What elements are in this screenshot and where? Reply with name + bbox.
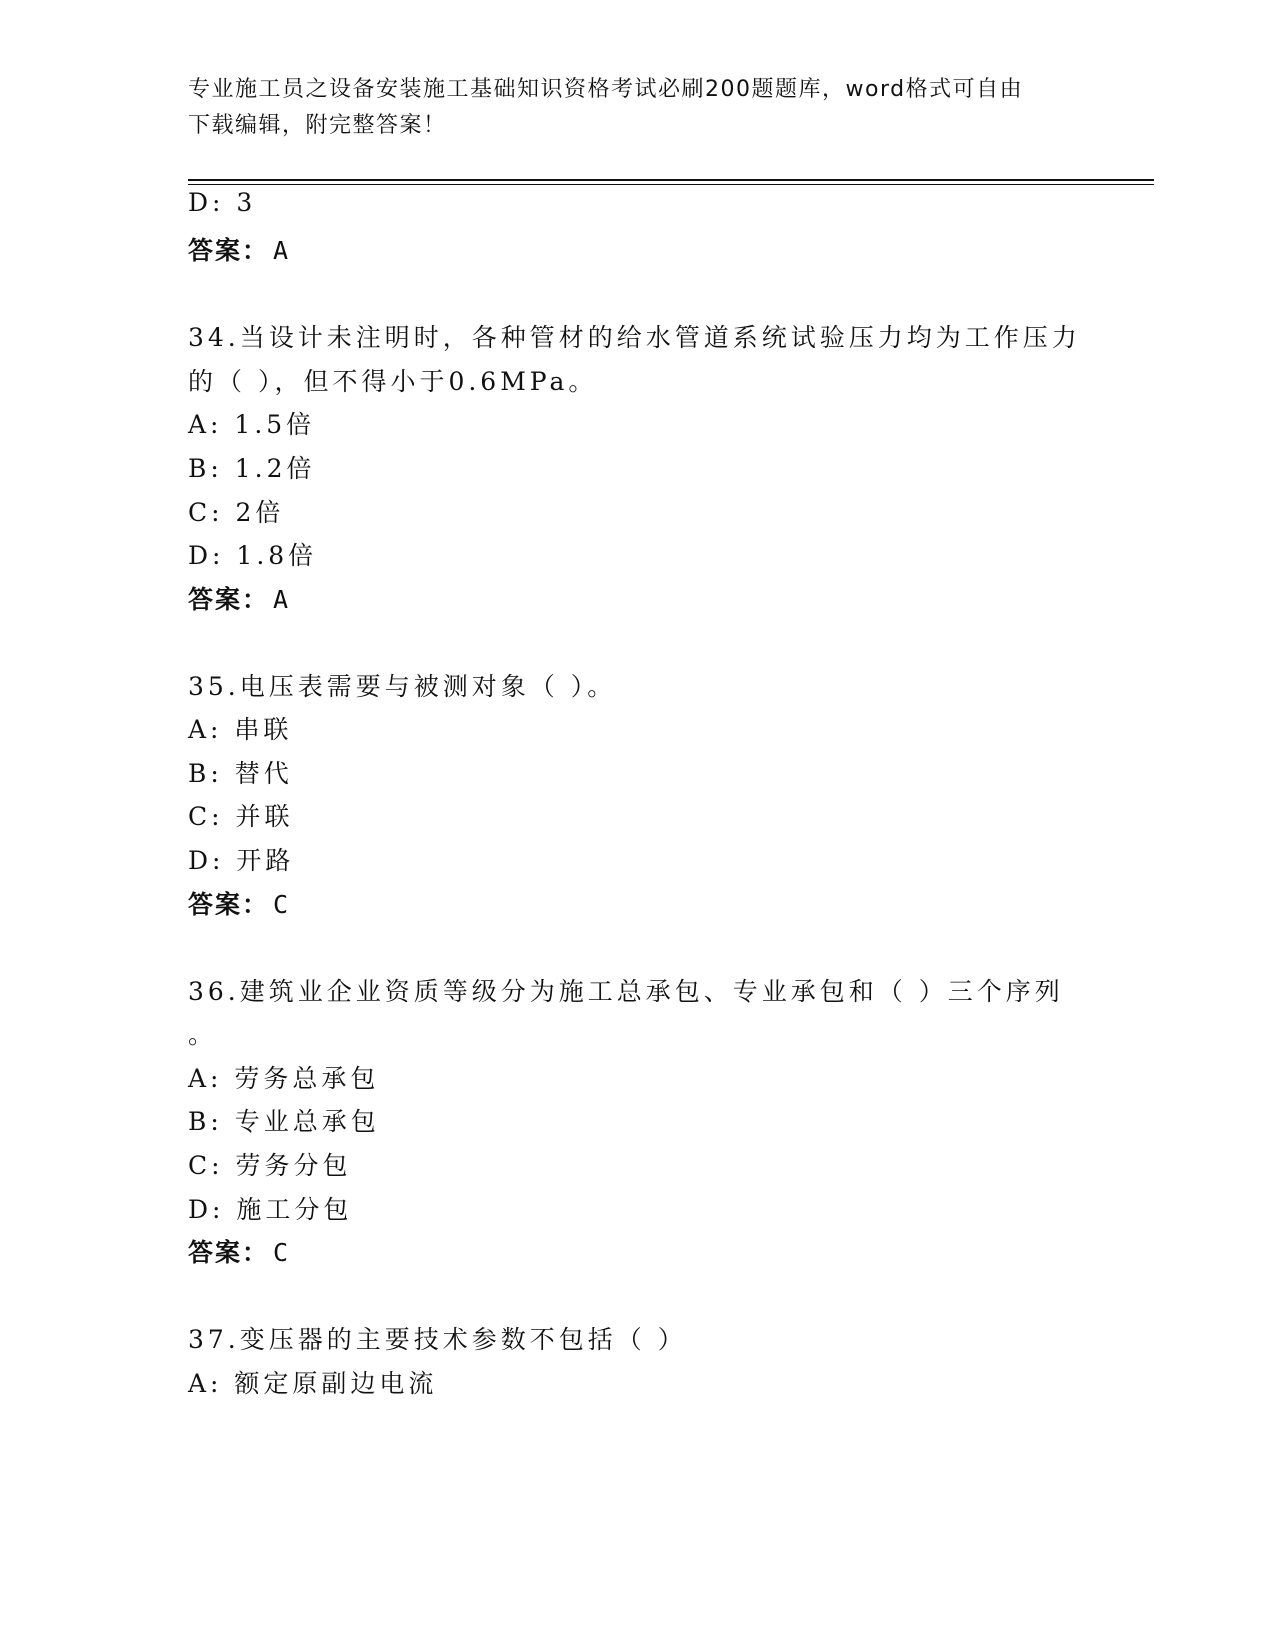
question-35-line-1: 35.电压表需要与被测对象（ ）。	[188, 672, 617, 701]
answer-label: 答案：	[188, 890, 270, 919]
question-35-answer	[188, 885, 290, 921]
answer-label: 答案：	[188, 1238, 270, 1267]
question-34-option-d: D: 1.8倍	[188, 541, 318, 570]
answer-label: 答案：	[188, 236, 270, 265]
question-35-option-c: C: 并联	[188, 802, 294, 831]
answer-value: A	[273, 585, 291, 614]
question-35-option-b: B: 替代	[188, 759, 293, 788]
document-header	[188, 72, 1088, 144]
question-35-option-a: A: 串联	[188, 715, 293, 744]
question-36-option-d: D: 施工分包	[188, 1195, 353, 1224]
question-34-line-1: 34.当设计未注明时，各种管材的给水管道系统试验压力均为工作压力	[188, 323, 1081, 352]
header-title-line-1: 专业施工员之设备安装施工基础知识资格考试必刷200题题库，word格式可自由	[188, 77, 1024, 102]
prev-answer	[188, 231, 290, 267]
question-34-option-a: A: 1.5倍	[188, 410, 316, 439]
question-36-option-a: A: 劳务总承包	[188, 1064, 380, 1093]
answer-value: A	[273, 236, 291, 265]
header-divider-thin	[188, 184, 1154, 185]
prev-option-d: D: 3	[188, 188, 257, 217]
answer-value: C	[273, 890, 291, 919]
question-34-option-b: B: 1.2倍	[188, 454, 316, 483]
question-36-answer	[188, 1233, 290, 1269]
header-title-line-2: 下载编辑，附完整答案！	[188, 113, 447, 138]
question-37-line-1: 37.变压器的主要技术参数不包括（ ）	[188, 1325, 687, 1354]
header-divider-thick	[188, 179, 1154, 181]
answer-value: C	[273, 1238, 291, 1267]
question-34-answer	[188, 580, 290, 616]
question-36-line-2: 。	[188, 1020, 218, 1049]
question-37-option-a: A: 额定原副边电流	[188, 1369, 438, 1398]
question-36-option-c: C: 劳务分包	[188, 1151, 352, 1180]
question-35-option-d: D: 开路	[188, 846, 295, 875]
question-34-option-c: C: 2倍	[188, 498, 285, 527]
question-34-line-2: 的（ ），但不得小于0.6MPa。	[188, 367, 598, 396]
answer-label: 答案：	[188, 585, 270, 614]
question-36-line-1: 36.建筑业企业资质等级分为施工总承包、专业承包和（ ）三个序列	[188, 977, 1064, 1006]
question-36-option-b: B: 专业总承包	[188, 1107, 380, 1136]
